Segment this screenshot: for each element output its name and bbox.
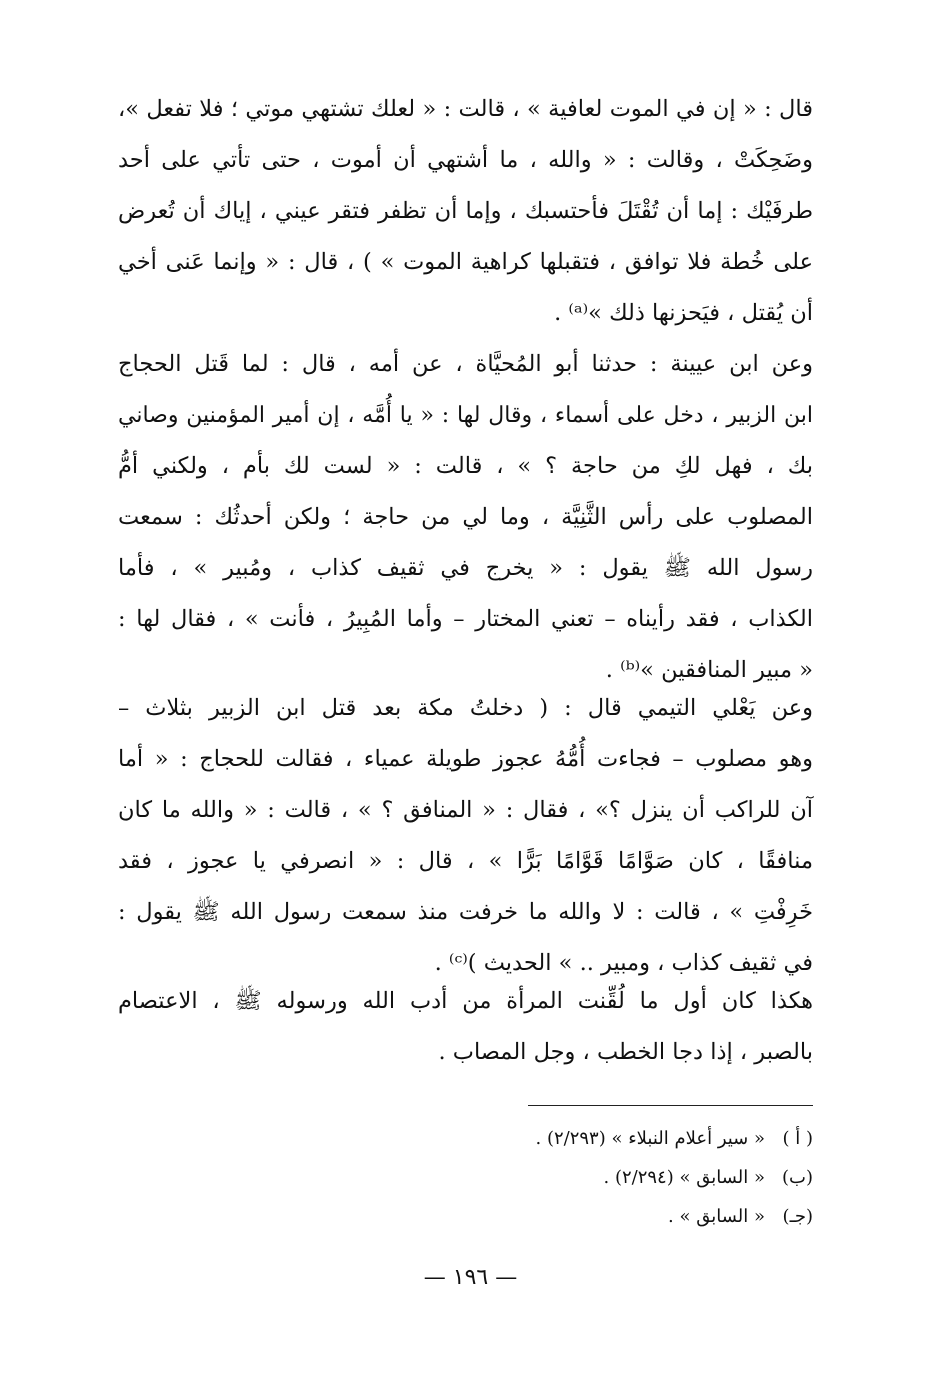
text-line: منافقًا ، كان صَوَّامًا قَوَّامًا بَرًّا » ، قال : « انصرفي يا عجوز ، فقد	[118, 848, 813, 874]
paragraph-3	[118, 683, 813, 989]
text-line: على خُطة فلا توافق ، فتقبلها كراهية الموت » ) ، قال : « وإنما عَنى أخي	[118, 249, 813, 275]
text-line: بالصبر ، إذا دجا الخطب ، وجل المصاب .	[438, 1039, 813, 1065]
footnote	[300, 1158, 813, 1197]
footnotes	[300, 1119, 813, 1236]
footnote-text: « السابق » (٢/٢٩٤) .	[603, 1167, 765, 1188]
text-line: أن يُقتل ، فيَحزنها ذلك »⁽ᵃ⁾ .	[554, 300, 813, 326]
text-line: خَرِفْتِ » ، قالت : لا والله ما خرفت منذ سمعت رسول الله ﷺ يقول :	[118, 899, 813, 925]
footnote-divider	[528, 1105, 813, 1106]
footnote-text: « السابق » .	[668, 1206, 765, 1227]
text-line: بك ، فهل لكِ من حاجة ؟ » ، قالت : « لست لك بأم ، ولكني أمُّ	[118, 453, 813, 479]
text-line: في ثقيف كذاب ، ومبير .. » الحديث )⁽ᶜ⁾ .	[434, 950, 813, 976]
text-line: وهو مصلوب – فجاءت أُمُّهُ عجوز طويلة عمياء ، فقالت للحجاج : « أما	[118, 746, 813, 772]
text-line: طرفَيْك : إما أن تُقْتَلَ فأحتسبك ، وإما أن تظفر فتقر عيني ، إياك أن تُعرض	[118, 198, 813, 224]
page-number: — ١٩٦ —	[423, 1265, 518, 1290]
text-line: « مبير المنافقين »⁽ᵇ⁾ .	[605, 657, 813, 683]
text-line: وعن ابن عيينة : حدثنا أبو المُحيَّاة ، عن أمه ، قال : لما قَتل الحجاج	[118, 351, 813, 377]
text-line: قال : « إن في الموت لعافية » ، قالت : « لعلك تشتهي موتي ؛ فلا تفعل »،	[118, 96, 813, 122]
footnote-marker: (جـ)	[782, 1206, 813, 1227]
footnote	[300, 1197, 813, 1236]
footnote-marker: ( أ )	[782, 1128, 813, 1149]
text-line: رسول الله ﷺ يقول : « يخرج في ثقيف كذاب ، ومُبير » ، فأما	[118, 555, 813, 581]
footnote-marker: (ب)	[782, 1167, 813, 1188]
text-line: ابن الزبير ، دخل على أسماء ، وقال لها : « يا أُمَّه ، إن أمير المؤمنين وصاني	[118, 403, 813, 428]
text-line: هكذا كان أول ما لُقِّنت المرأة من أدب الله ورسوله ﷺ ، الاعتصام	[118, 988, 813, 1014]
footnote	[300, 1119, 813, 1158]
paragraph-1	[118, 84, 813, 339]
paragraph-2	[118, 339, 813, 696]
text-line: المصلوب على رأس الثَّنِيَّة ، وما لي من حاجة ؛ ولكن أحدثُك : سمعت	[118, 504, 813, 530]
text-line: وعن يَعْلي التيمي قال : ( دخلتُ مكة بعد قتل ابن الزبير بثلاث –	[118, 695, 813, 721]
text-line: آن للراكب أن ينزل ؟» ، فقال : « المنافق ؟ » ، قالت : « والله ما كان	[118, 797, 813, 823]
paragraph-4	[118, 976, 813, 1078]
text-line: وضَحِكَتْ ، وقالت : « والله ، ما أشتهي أن أموت ، حتى تأتي على أحد	[118, 147, 813, 173]
text-line: الكذاب ، فقد رأيناه – تعني المختار – وأما المُبِيرُ ، فأنت » ، فقال لها :	[118, 606, 813, 632]
footnote-text: « سير أعلام النبلاء » (٢/٢٩٣) .	[535, 1128, 765, 1149]
